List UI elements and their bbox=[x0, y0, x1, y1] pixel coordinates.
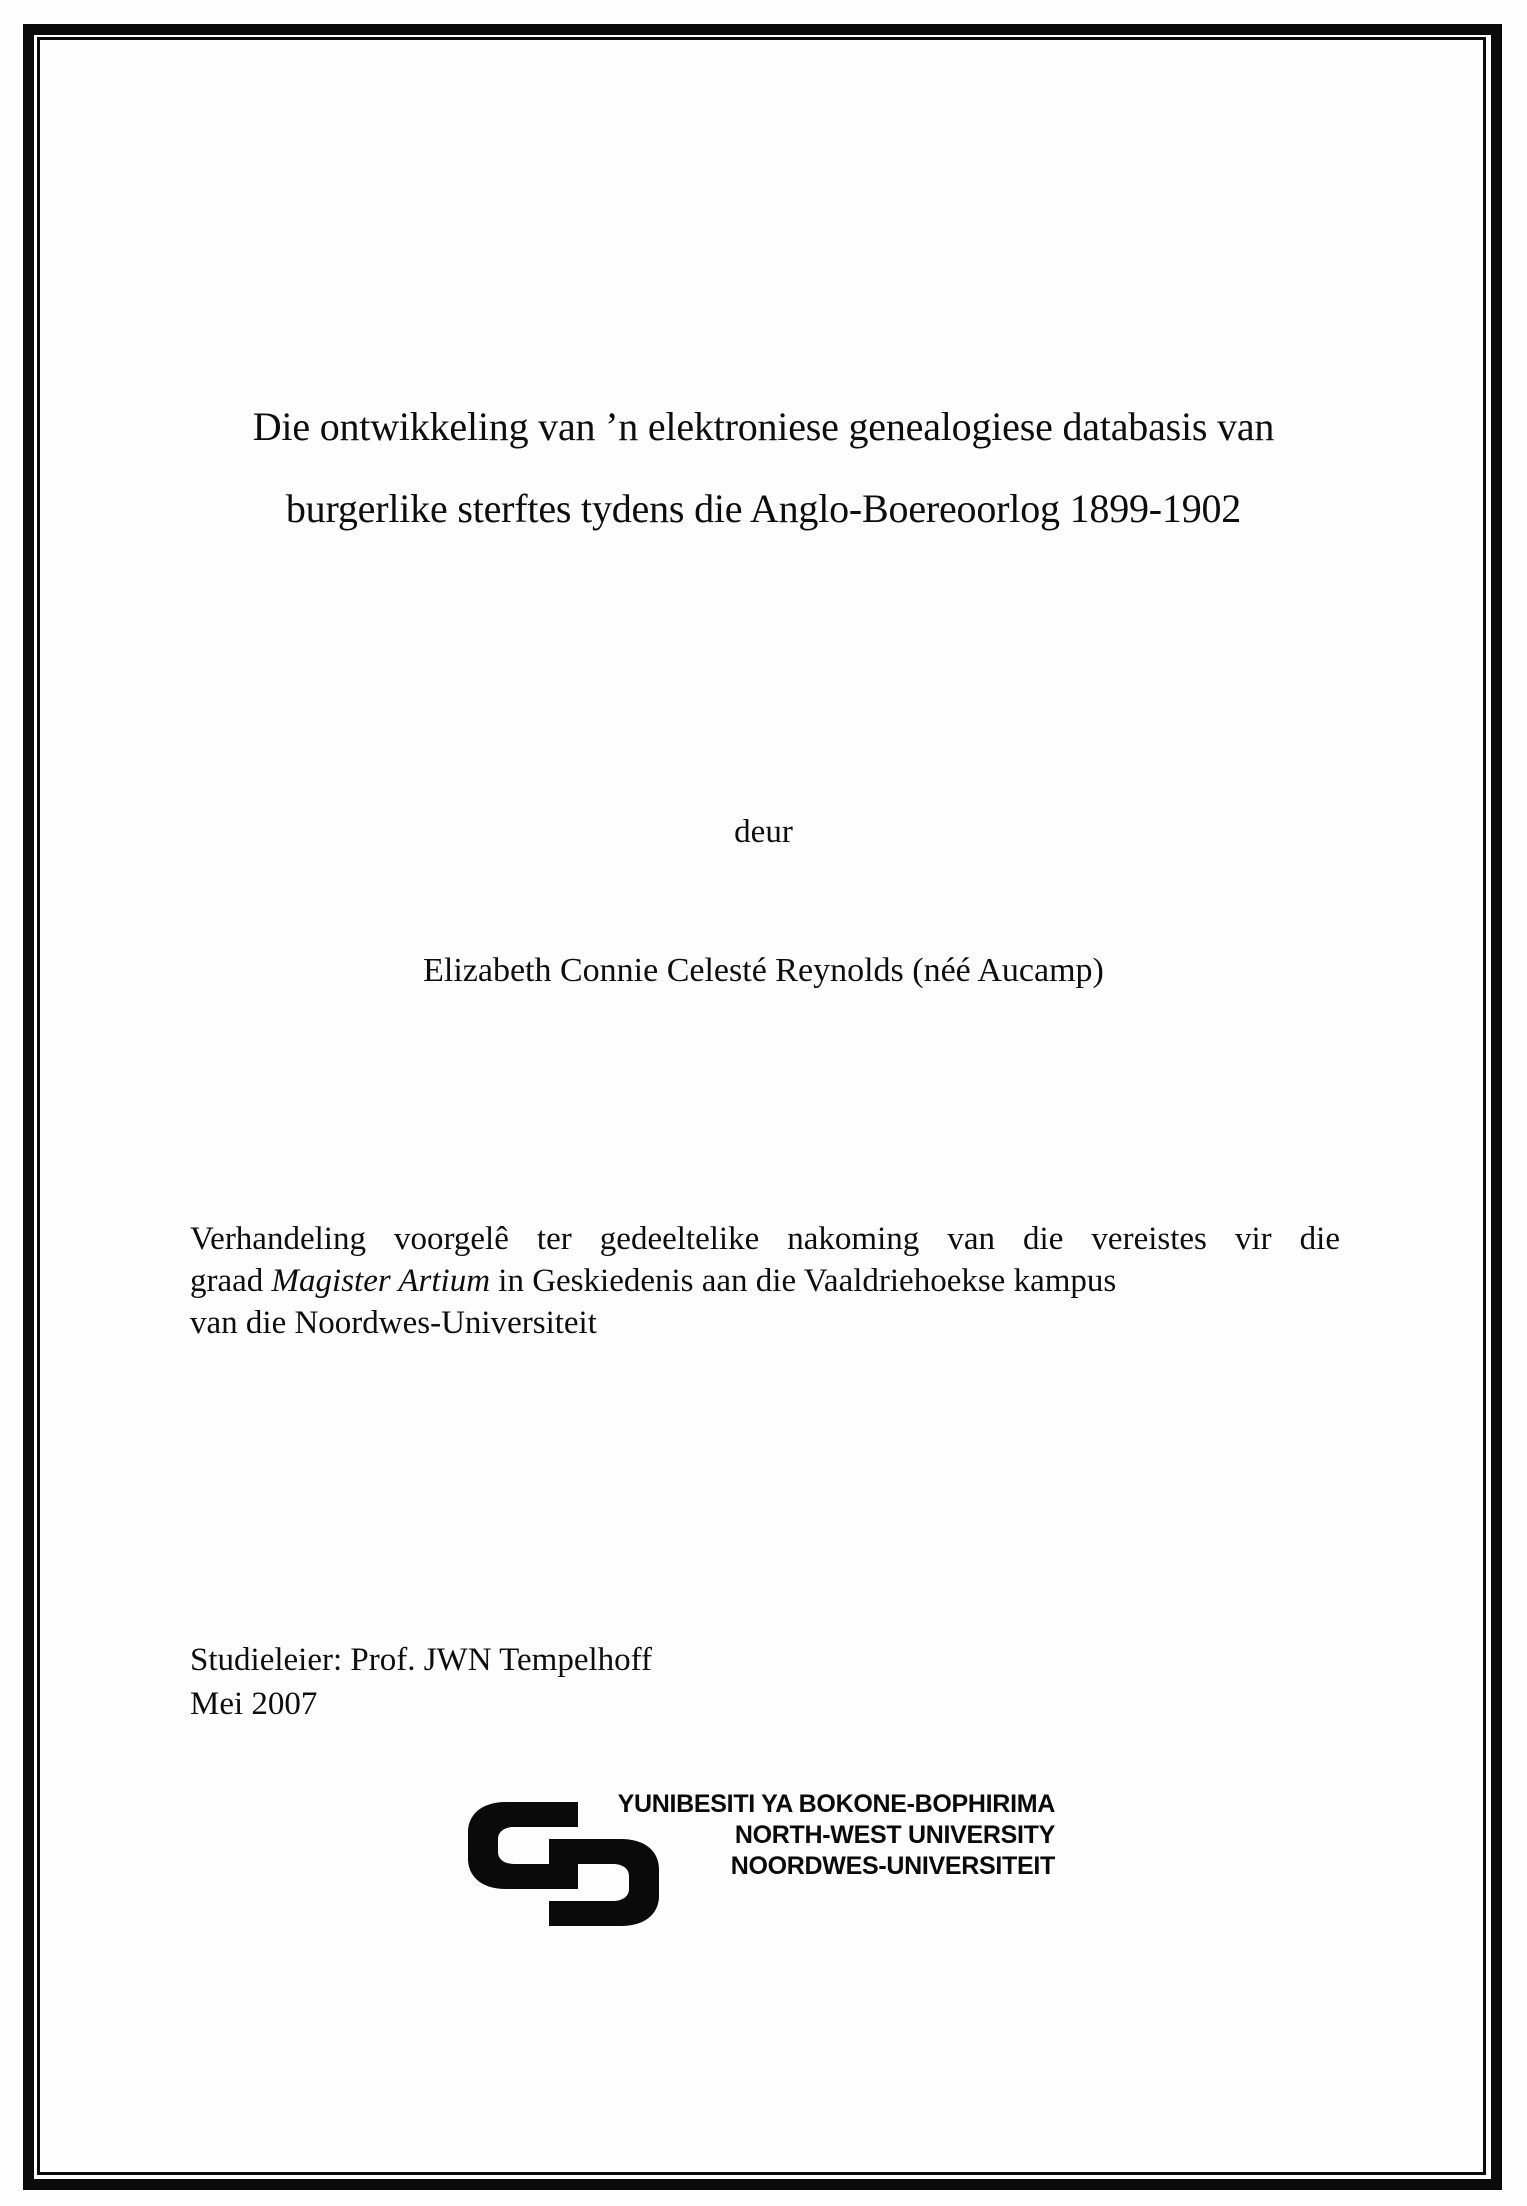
submission-statement bbox=[190, 1218, 1340, 1344]
submission-line-1: Verhandeling voorgelê ter gedeeltelike nakoming van die vereistes vir die bbox=[190, 1221, 1340, 1257]
submission-line-2-suffix: in Geskiedenis aan die Vaaldriehoekse kampus bbox=[490, 1263, 1117, 1299]
submission-line-2-prefix: graad bbox=[190, 1263, 272, 1299]
submission-line-2 bbox=[190, 1260, 1340, 1302]
north-west-university-logo bbox=[468, 1789, 1068, 1954]
date-line: Mei 2007 bbox=[190, 1686, 318, 1722]
university-name-block bbox=[588, 1789, 1055, 1882]
thesis-title bbox=[140, 386, 1387, 550]
thesis-title-line-2: burgerlike sterftes tydens die Anglo-Boereoorlog 1899-1902 bbox=[285, 486, 1242, 531]
supervisor-block bbox=[190, 1638, 652, 1726]
degree-name: Magister Artium bbox=[271, 1263, 491, 1299]
supervisor-line: Studieleier: Prof. JWN Tempelhoff bbox=[190, 1642, 653, 1678]
thesis-title-line-1: Die ontwikkeling van ’n elektroniese genealogiese databasis van bbox=[252, 404, 1275, 449]
university-name-setswana: YUNIBESITI YA BOKONE-BOPHIRIMA bbox=[617, 1790, 1055, 1818]
university-name-english: NORTH-WEST UNIVERSITY bbox=[734, 1821, 1055, 1849]
byline-label: deur bbox=[734, 814, 793, 850]
university-name-afrikaans: NOORDWES-UNIVERSITEIT bbox=[730, 1852, 1055, 1880]
author-name: Elizabeth Connie Celesté Reynolds (néé Aucamp) bbox=[423, 952, 1104, 989]
submission-line-3: van die Noordwes-Universiteit bbox=[190, 1305, 597, 1341]
